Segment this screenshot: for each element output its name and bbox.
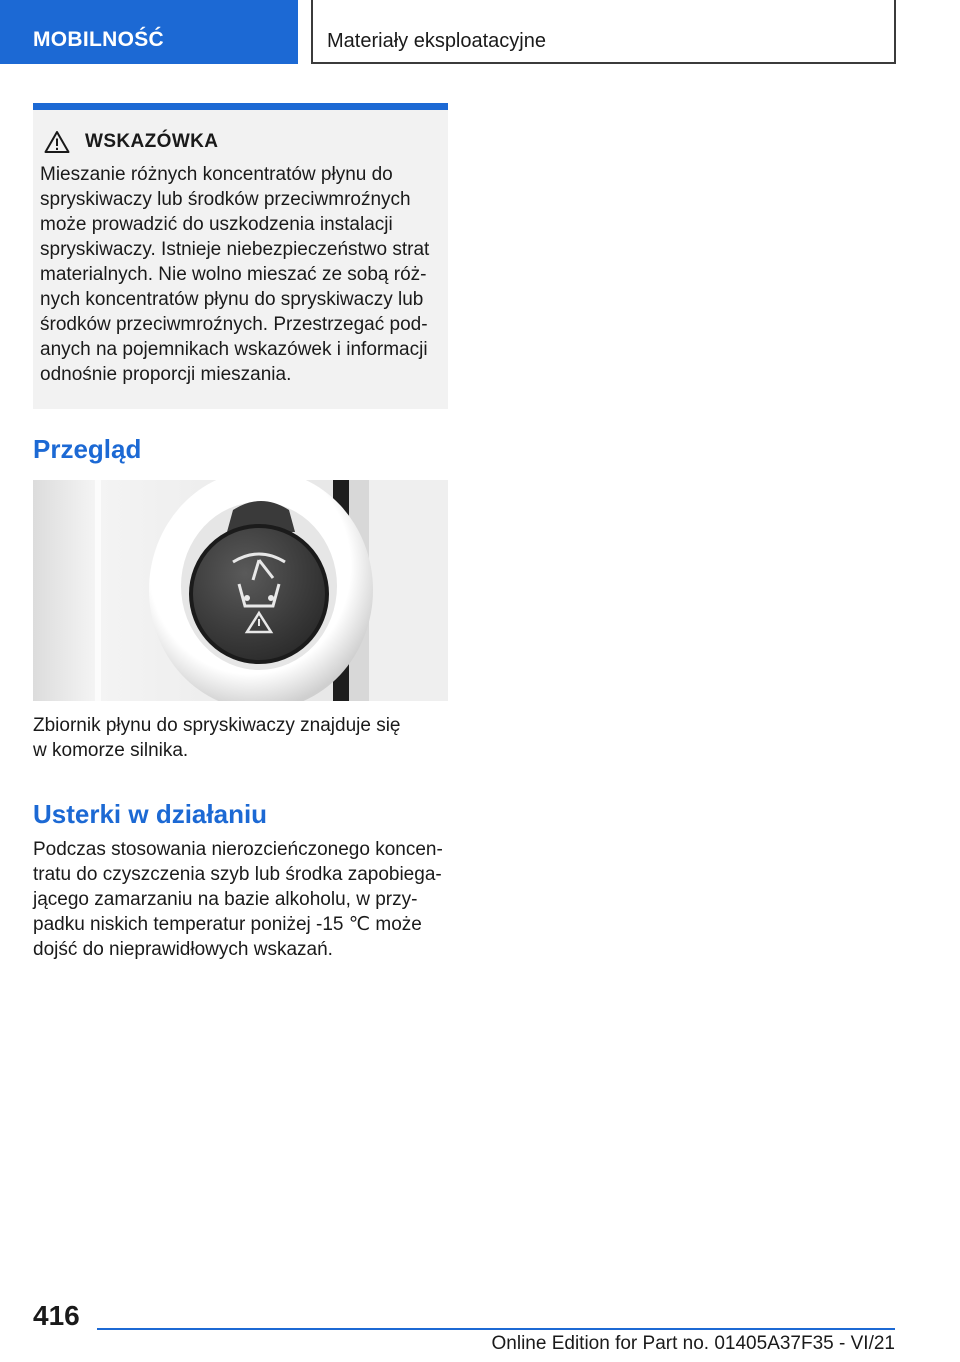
washer-fluid-reservoir-photo — [33, 480, 448, 701]
chapter-header — [311, 0, 896, 64]
overview-heading: Przegląd — [33, 434, 142, 464]
notice-header — [44, 130, 441, 154]
edition-info: Online Edition for Part no. 01405A37F35 - VI/21 — [491, 1333, 895, 1354]
malfunction-heading: Usterki w działaniu — [33, 799, 268, 829]
washer-fluid-cap-icon — [33, 480, 448, 701]
malfunction-text: Podczas stosowania nierozcieńczonego koncen- tratu do czyszczenia szyb lub środka zapobiega- jącego zamarzaniu na bazie alkoholu, w przy- padku niskich temperatur poniżej -15 ℃ może dojść do nieprawidłowych wskazań. — [33, 839, 443, 960]
section-tab — [0, 0, 298, 64]
notice-text: Mieszanie różnych koncentratów płynu do spryskiwaczy lub środków przeciwmroźnych może prowadzić do uszkodzenia instalacji spryskiwaczy. Istnieje niebezpieczeństwo strat materialnych. Nie wolno mieszać ze sobą róż- nych koncentratów płynu do spryskiwaczy lub środków przeciwmroźnych. Przestrzegać pod- anych na pojemnikach wskazówek i informacji odnośnie proporcji mieszania. — [40, 164, 430, 385]
section-label: MOBILNOŚĆ — [33, 28, 165, 51]
chapter-title: Materiały eksploatacyjne — [327, 30, 546, 52]
warning-triangle-icon — [44, 130, 70, 154]
overview-text: Zbiornik płynu do spryskiwaczy znajduje się w komorze silnika. — [33, 715, 401, 761]
notice-box — [33, 103, 448, 409]
notice-title: WSKAZÓWKA — [85, 131, 219, 152]
page-number: 416 — [33, 1300, 80, 1331]
footer-divider — [97, 1328, 895, 1330]
